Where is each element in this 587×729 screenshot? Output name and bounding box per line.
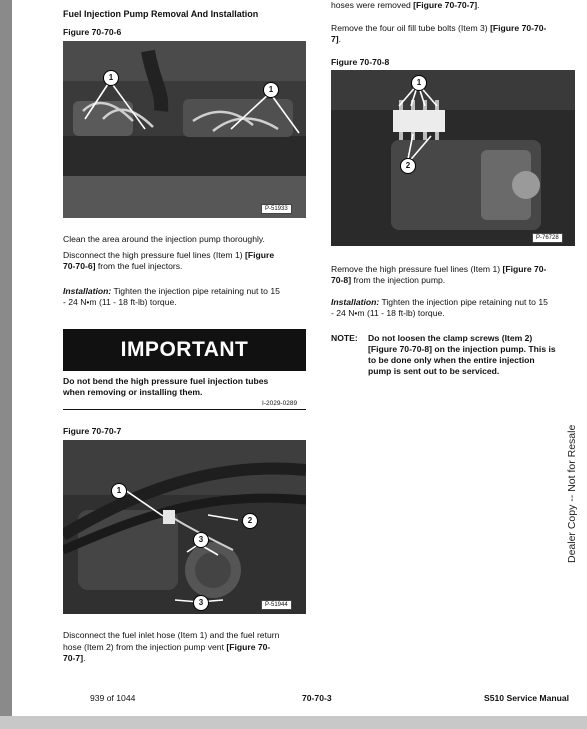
instruction-hoses-3 <box>63 653 85 664</box>
figure-8-photo <box>331 70 575 246</box>
note-line-2: [Figure 70-70-8] on the injection pump. This is <box>368 344 556 354</box>
text-span: Tighten the injection pipe retaining nut to 15 <box>379 297 548 307</box>
note-line-1: Do not loosen the clamp screws (Item 2) <box>368 333 533 343</box>
instruction-bolts-1 <box>331 23 546 34</box>
figure-6-illustration <box>63 41 306 218</box>
figure-ref: 7] <box>331 34 339 44</box>
figure-ref: [Figure 70- <box>502 264 547 274</box>
callout-item-1: 1 <box>103 70 119 86</box>
instruction-disconnect-lines-1 <box>63 250 274 261</box>
figure-ref: 70-70-6] <box>63 261 96 271</box>
figure-ref: [Figure 70-70-7] <box>413 0 478 10</box>
installation-note-left-1 <box>63 286 280 297</box>
installation-note-right-1 <box>331 297 548 308</box>
text-span: hoses were removed <box>331 0 414 10</box>
instruction-clean: Clean the area around the injection pump thoroughly. <box>63 234 265 244</box>
figure-8-reference: P-76728 <box>532 233 563 243</box>
instruction-bolts-2 <box>331 34 341 45</box>
dealer-copy-watermark: Dealer Copy -- Not for Resale <box>566 424 578 563</box>
warning-divider <box>63 409 306 410</box>
important-banner: IMPORTANT <box>63 329 306 371</box>
left-margin-bar <box>0 0 12 729</box>
footer-page-number: 70-70-3 <box>302 693 332 703</box>
figure-ref: 70-8] <box>331 275 352 285</box>
text-span: from the injection pump. <box>351 275 446 285</box>
text-span: Tighten the injection pipe retaining nut to 15 <box>111 286 280 296</box>
instruction-remove-lines-1 <box>331 264 546 275</box>
figure-ref: [Figure 70-70- <box>490 23 547 33</box>
figure-7-photo <box>63 440 306 614</box>
footer-page-count: 939 of 1044 <box>90 693 136 703</box>
figure-ref: [Figure <box>245 250 275 260</box>
installation-label: Installation: <box>331 297 380 307</box>
text-span: . <box>338 34 342 44</box>
warning-code: I-2029-0289 <box>262 400 298 407</box>
figure-6-photo <box>63 41 306 218</box>
figure-ref: 70-7] <box>63 653 84 663</box>
warning-line-2: when removing or installing them. <box>63 387 203 397</box>
figure-8-illustration <box>331 70 575 246</box>
continued-text <box>331 0 480 11</box>
warning-line-1: Do not bend the high pressure fuel injection tubes <box>63 376 269 386</box>
text-span: hose (Item 2) from the injection pump vent <box>63 642 227 652</box>
installation-note-left-2: - 24 N•m (11 - 18 ft-lb) torque. <box>63 297 177 307</box>
figure-7-illustration <box>63 440 306 614</box>
section-heading: Fuel Injection Pump Removal And Installation <box>63 9 259 19</box>
callout-item-1: 1 <box>111 483 127 499</box>
callout-item-1: 1 <box>263 82 279 98</box>
figure-6-reference: P-51933 <box>261 204 292 214</box>
footer-manual-title: S510 Service Manual <box>484 693 570 703</box>
figure-8-label: Figure 70-70-8 <box>331 57 390 67</box>
text-span: Remove the four oil fill tube bolts (Item 3) <box>331 23 491 33</box>
callout-item-3: 3 <box>193 595 209 611</box>
figure-ref: [Figure 70- <box>226 642 271 652</box>
figure-7-reference: P-51944 <box>261 600 292 610</box>
instruction-disconnect-lines-2 <box>63 261 182 272</box>
text-span: . <box>477 0 480 10</box>
callout-item-1: 1 <box>411 75 427 91</box>
installation-note-right-2: - 24 N•m (11 - 18 ft-lb) torque. <box>331 308 445 318</box>
note-line-4: pump is sent out to be serviced. <box>368 366 500 376</box>
callout-item-2: 2 <box>400 158 416 174</box>
text-span: Disconnect the high pressure fuel lines (Item 1) <box>63 250 245 260</box>
text-span: from the fuel injectors. <box>95 261 183 271</box>
figure-7-label: Figure 70-70-7 <box>63 426 122 436</box>
installation-label: Installation: <box>63 286 112 296</box>
instruction-hoses-1: Disconnect the fuel inlet hose (Item 1) and the fuel return <box>63 630 280 640</box>
bottom-margin-bar <box>0 716 587 729</box>
instruction-hoses-2 <box>63 642 270 653</box>
figure-6-label: Figure 70-70-6 <box>63 27 122 37</box>
text-span: Remove the high pressure fuel lines (Item 1) <box>331 264 503 274</box>
callout-item-3: 3 <box>193 532 209 548</box>
text-span: . <box>83 653 86 663</box>
note-line-3: to be done only when the entire injection <box>368 355 535 365</box>
instruction-remove-lines-2 <box>331 275 445 286</box>
callout-item-2: 2 <box>242 513 258 529</box>
note-label: NOTE: <box>331 333 358 343</box>
